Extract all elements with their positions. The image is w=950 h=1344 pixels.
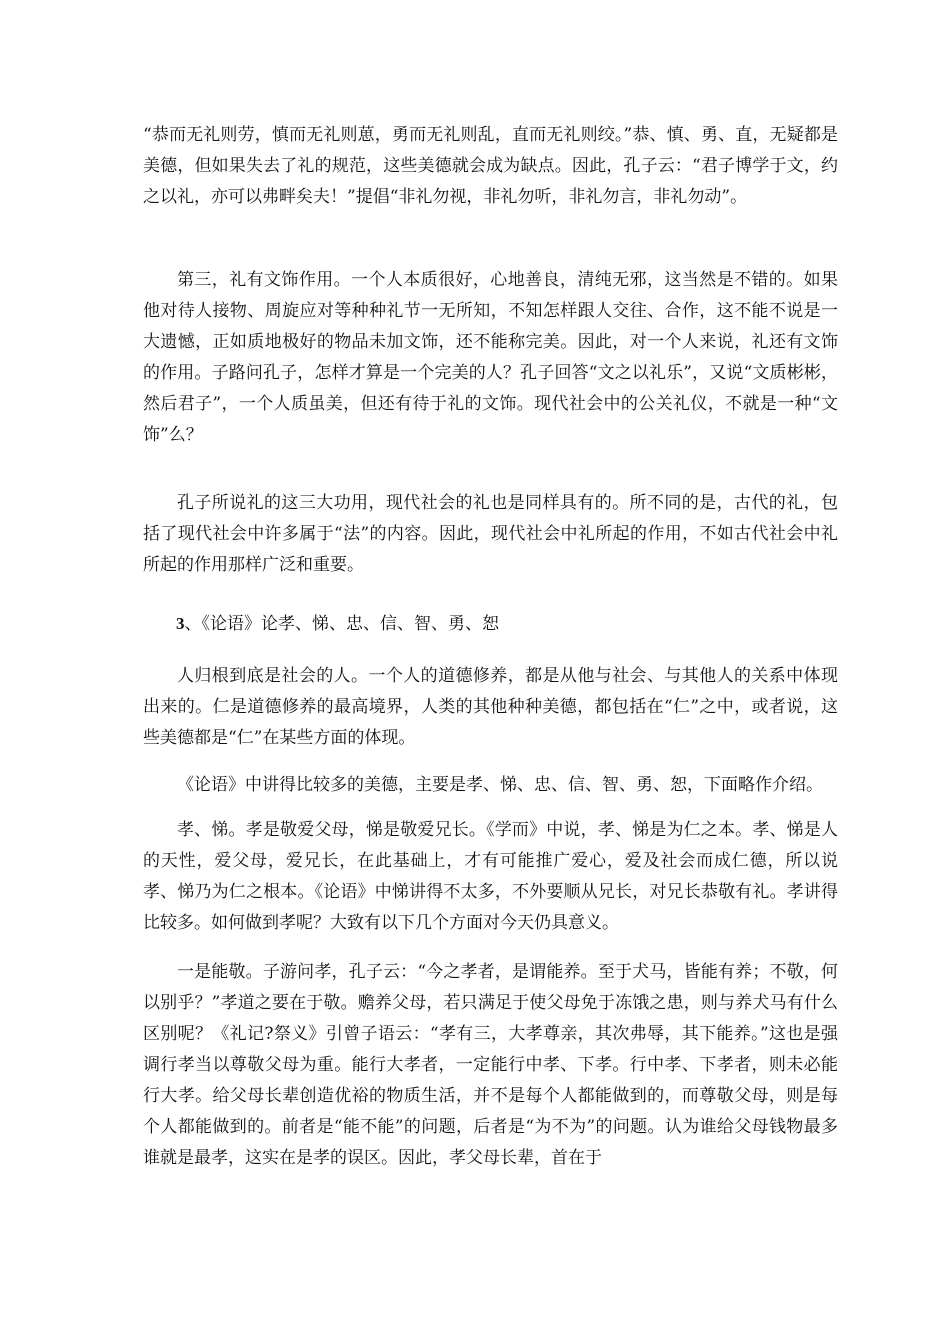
paragraph-three-functions-summary: 孔子所说礼的这三大功用，现代社会的礼也是同样具有的。所不同的是，古代的礼，包括了现代社会中许多属于“法”的内容。因此，现代社会中礼所起的作用，不如古代社会中礼所起的作用那样广泛和重要。 <box>143 493 838 575</box>
section-heading <box>176 612 499 636</box>
section-number: 3 <box>176 614 185 633</box>
paragraph-social-person: 人归根到底是社会的人。一个人的道德修养，都是从他与社会、与其他人的关系中体现出来的。仁是道德修养的最高境界，人类的其他种种美德，都包括在“仁”之中，或者说，这些美德都是“仁”在某些方面的体现。 <box>143 666 838 748</box>
paragraph-filial-fraternal: 孝、悌。孝是敬爱父母，悌是敬爱兄长。《学而》中说，孝、悌是为仁之本。孝、悌是人的天性，爱父母，爱兄长，在此基础上，才有可能推广爱心，爱及社会而成仁德，所以说孝、悌乃为仁之根本。《论语》中悌讲得不太多，不外要顺从兄长，对兄长恭敬有礼。孝讲得比较多。如何做到孝呢？大致有以下几个方面对今天仍具意义。 <box>143 820 838 933</box>
paragraph-respect: 一是能敬。子游问孝，孔子云：“今之孝者，是谓能养。至于犬马，皆能有养；不敬，何以别乎？”孝道之要在于敬。赡养父母，若只满足于使父母免于冻饿之患，则与养犬马有什么区别呢？《礼记?祭义》引曾子语云：“孝有三，大孝尊亲，其次弗辱，其下能养。”这也是强调行孝当以尊敬父母为重。能行大孝者，一定能行中孝、下孝。行中孝、下孝者，则未必能行大孝。给父母长辈创造优裕的物质生活，并不是每个人都能做到的，而尊敬父母，则是每个人都能做到的。前者是“能不能”的问题，后者是“为不为”的问题。认为谁给父母钱物最多谁就是最孝，这实在是孝的误区。因此，孝父母长辈，首在于 <box>143 962 838 1168</box>
paragraph-virtues-intro: 《论语》中讲得比较多的美德，主要是孝、悌、忠、信、智、勇、恕，下面略作介绍。 <box>177 775 823 795</box>
paragraph-continuation: “恭而无礼则劳，慎而无礼则葸，勇而无礼则乱，直而无礼则绞。”恭、慎、勇、直，无疑都是美德，但如果失去了礼的规范，这些美德就会成为缺点。因此，孔子云：“君子博学于文，约之以礼，亦可以弗畔矣夫！”提倡“非礼勿视，非礼勿听，非礼勿言，非礼勿动”。 <box>143 125 838 207</box>
section-title: 、《论语》论孝、悌、忠、信、智、勇、恕 <box>184 614 499 634</box>
paragraph-third-function: 第三，礼有文饰作用。一个人本质很好，心地善良，清纯无邪，这当然是不错的。如果他对待人接物、周旋应对等种种礼节一无所知，不知怎样跟人交往、合作，这不能不说是一大遗憾，正如质地极好的物品未加文饰，还不能称完美。因此，对一个人来说，礼还有文饰的作用。子路问孔子，怎样才算是一个完美的人？孔子回答“文之以礼乐”，又说“文质彬彬，然后君子”，一个人质虽美，但还有待于礼的文饰。现代社会中的公关礼仪，不就是一种“文饰”么？ <box>143 270 838 445</box>
